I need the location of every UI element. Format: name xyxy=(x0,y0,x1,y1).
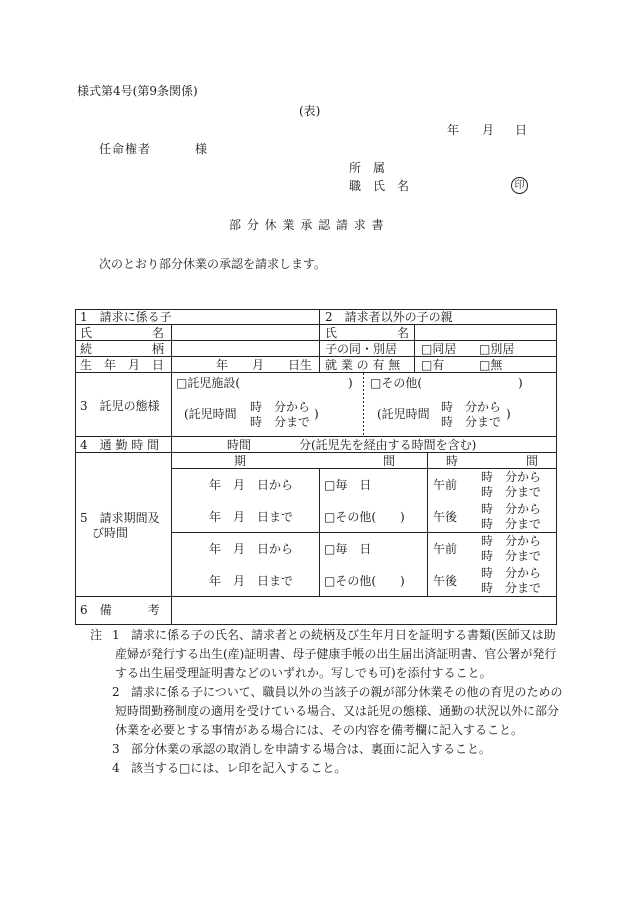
other-parent-name-field[interactable] xyxy=(420,326,552,339)
period-row-3-freq[interactable]: □毎 日 xyxy=(324,542,372,556)
period-header-a: 期 xyxy=(234,454,247,468)
date-day-label: 日 xyxy=(515,123,528,137)
note-1-line-1: 請求に係る子の氏名、請求者との続柄及び生年月日を証明する書類(医師又は助 xyxy=(131,628,556,642)
period-row-4-ampm: 午後 xyxy=(433,574,458,588)
employment-yes-checkbox[interactable]: □有 xyxy=(421,358,445,372)
period-row-3-from[interactable]: 時 分から xyxy=(481,534,542,548)
childcare-facility-time-from[interactable]: 時 分から xyxy=(250,400,311,414)
other-parent-section-header: 2 請求者以外の子の親 xyxy=(325,310,453,324)
other-parent-name-label: 氏 名 xyxy=(325,326,410,340)
employee-name-label: 職 氏 名 xyxy=(349,179,410,193)
employment-label: 就 業 の 有 無 xyxy=(325,358,401,372)
period-row-4-freq[interactable]: □その他( ) xyxy=(324,574,405,588)
childcare-other-time-to[interactable]: 時 分まで xyxy=(441,415,502,429)
period-row-2-to[interactable]: 時 分まで xyxy=(481,517,542,531)
note-1-number: 1 xyxy=(112,628,120,642)
childcare-other-time-prefix: (託児時間 xyxy=(377,407,430,421)
period-header-b: 間 xyxy=(383,454,396,468)
relationship-field[interactable] xyxy=(178,342,316,355)
period-label-line1: 5 請求期間及 xyxy=(80,511,160,525)
child-section-header: 1 請求に係る子 xyxy=(80,310,172,324)
period-row-4-from[interactable]: 時 分から xyxy=(481,566,542,580)
form-side: (表) xyxy=(299,104,321,118)
period-row-2-from[interactable]: 時 分から xyxy=(481,502,542,516)
note-2-number: 2 xyxy=(112,685,120,699)
date-month-label: 月 xyxy=(482,123,495,137)
addressee-honorific: 様 xyxy=(195,142,208,156)
period-label-line2: び時間 xyxy=(92,526,129,540)
intro-text: 次のとおり部分休業の承認を請求します。 xyxy=(99,257,327,271)
document-title: 部 分 休 業 承 認 請 求 書 xyxy=(229,218,385,232)
child-name-field[interactable] xyxy=(178,326,316,339)
period-row-1-to[interactable]: 時 分まで xyxy=(481,485,542,499)
relationship-label: 続 柄 xyxy=(80,342,165,356)
affiliation-label: 所 属 xyxy=(349,161,386,175)
seal-mark: 印 xyxy=(511,177,528,194)
period-row-1-from[interactable]: 時 分から xyxy=(481,470,542,484)
childcare-other-time-from[interactable]: 時 分から xyxy=(441,400,502,414)
employment-no-checkbox[interactable]: □無 xyxy=(479,358,503,372)
period-row-3-date[interactable]: 年 月 日から xyxy=(209,542,294,556)
note-2-line-2: 短時間勤務制度の適用を受けている場合、又は託児の態様、通勤の状況以外に部分 xyxy=(115,704,560,718)
period-row-1-ampm: 午前 xyxy=(433,478,458,492)
childcare-other-time-close: ) xyxy=(506,407,511,421)
note-1-line-2: 産婦が発行する出生(産)証明書、母子健康手帳の出生届出済証明書、官公署が発行 xyxy=(115,647,557,661)
cohabit-same-checkbox[interactable]: □同居 xyxy=(421,342,457,356)
period-row-2-date[interactable]: 年 月 日まで xyxy=(209,510,294,524)
note-3-line-1: 部分休業の承認の取消しを申請する場合は、裏面に記入すること。 xyxy=(131,742,492,756)
date-year-label: 年 xyxy=(447,123,460,137)
commute-label: 4 通 勤 時 間 xyxy=(80,438,160,452)
form-number: 様式第4号(第9条関係) xyxy=(77,84,198,98)
time-header-b: 間 xyxy=(526,454,539,468)
cohabitation-label: 子の同・別居 xyxy=(325,342,398,356)
period-row-2-ampm: 午後 xyxy=(433,510,458,524)
birthdate-label: 生 年 月 日 xyxy=(80,358,165,372)
note-4-line-1: 該当する□には、レ印を記入すること。 xyxy=(131,761,347,775)
childcare-facility-time-close: ) xyxy=(314,407,319,421)
note-2-line-3: 休業を必要とする事情がある場合には、その内容を備考欄に記入すること。 xyxy=(115,723,524,737)
childcare-other-checkbox[interactable]: □その他( ) xyxy=(370,376,523,390)
period-row-1-date[interactable]: 年 月 日から xyxy=(209,478,294,492)
note-3-number: 3 xyxy=(112,742,120,756)
childcare-facility-checkbox[interactable]: □託児施設( ) xyxy=(176,376,353,390)
childcare-facility-time-prefix: (託児時間 xyxy=(184,407,237,421)
note-1-line-3: する出生届受理証明書などのいずれか。写しでも可)を添付すること。 xyxy=(115,666,492,680)
childcare-label: 3 託児の態様 xyxy=(80,399,160,413)
period-row-3-ampm: 午前 xyxy=(433,542,458,556)
cohabit-separate-checkbox[interactable]: □別居 xyxy=(479,342,515,356)
period-row-3-to[interactable]: 時 分まで xyxy=(481,549,542,563)
notes-prefix: 注 xyxy=(90,628,103,642)
remarks-label: 6 備 考 xyxy=(80,603,160,617)
commute-value[interactable]: 時間 分(託児先を経由する時間を含む) xyxy=(227,438,477,452)
period-row-2-freq[interactable]: □その他( ) xyxy=(324,510,405,524)
note-2-line-1: 請求に係る子について、職員以外の当該子の親が部分休業その他の育児のための xyxy=(131,685,563,699)
period-row-4-date[interactable]: 年 月 日まで xyxy=(209,574,294,588)
note-4-number: 4 xyxy=(112,761,120,775)
time-header-a: 時 xyxy=(446,454,459,468)
period-row-1-freq[interactable]: □毎 日 xyxy=(324,478,372,492)
birthdate-value[interactable]: 年 月 日生 xyxy=(216,358,313,372)
remarks-field[interactable] xyxy=(176,599,552,622)
addressee: 任命権者 xyxy=(99,142,152,156)
child-name-label: 氏 名 xyxy=(80,326,165,340)
period-row-4-to[interactable]: 時 分まで xyxy=(481,581,542,595)
childcare-facility-time-to[interactable]: 時 分まで xyxy=(250,415,311,429)
